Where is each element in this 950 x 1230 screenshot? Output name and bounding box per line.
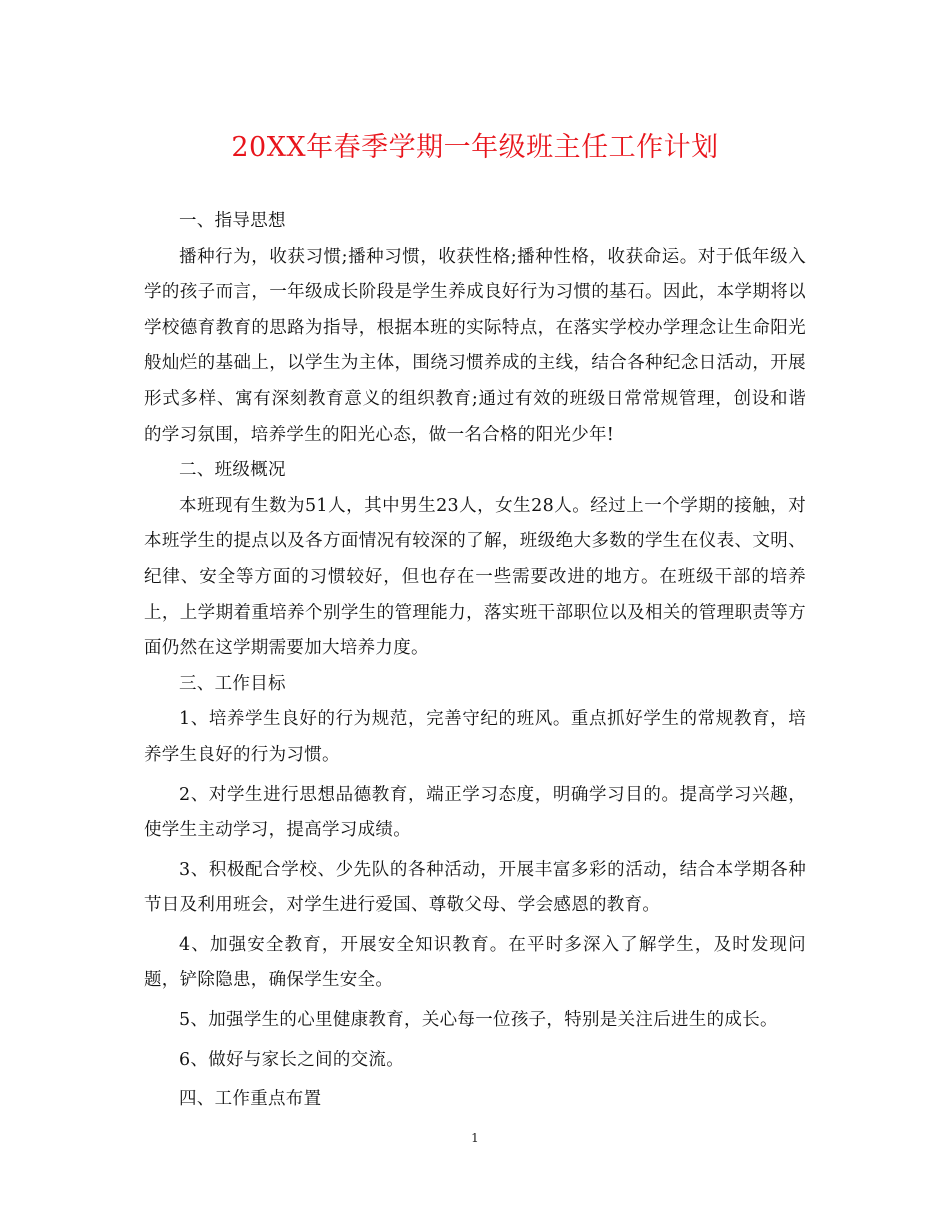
- goal-item-1: 1、培养学生良好的行为规范，完善守纪的班风。重点抓好学生的常规教育，培养学生良好的行为习惯。: [144, 709, 806, 765]
- section-heading-work-goals: 三、工作目标: [179, 673, 286, 694]
- section-heading-class-overview: 二、班级概况: [179, 460, 286, 481]
- paragraph-class-overview: 本班现有生数为51人，其中男生23人，女生28人。经过上一个学期的接触，对本班学生的提点以及各方面情况有较深的了解，班级绝大多数的学生在仪表、文明、纪律、安全等方面的习惯较好，但也存在一些需要改进的地方。在班级干部的培养上，上学期着重培养个别学生的管理能力，落实班干部职位以及相关的管理职责等方面仍然在这学期需要加大培养力度。: [144, 495, 806, 659]
- document-title: 20XX年春季学期一年级班主任工作计划: [231, 132, 719, 163]
- goal-item-3: 3、积极配合学校、少先队的各种活动，开展丰富多彩的活动，结合本学期各种节日及利用班会，对学生进行爱国、尊敬父母、学会感恩的教育。: [144, 859, 806, 916]
- goal-item-5: 5、加强学生的心里健康教育，关心每一位孩子，特别是关注后进生的成长。: [179, 1010, 778, 1031]
- page-number: 1: [471, 1131, 479, 1145]
- goal-item-6: 6、做好与家长之间的交流。: [179, 1049, 405, 1070]
- section-heading-guiding-thought: 一、指导思想: [179, 211, 286, 231]
- goal-item-4: 4、加强安全教育，开展安全知识教育。在平时多深入了解学生，及时发现问题，铲除隐患，确保学生安全。: [144, 934, 806, 991]
- section-heading-work-focus: 四、工作重点布置: [179, 1089, 322, 1110]
- document-body: [144, 204, 806, 1118]
- paragraph-guiding-thought: 播种行为，收获习惯;播种习惯，收获性格;播种性格，收获命运。对于低年级入学的孩子而言，一年级成长阶段是学生养成良好行为习惯的基石。因此，本学期将以学校德育教育的思路为指导，根据本班的实际特点，在落实学校办学理念让生命阳光般灿烂的基础上，以学生为主体，围绕习惯养成的主线，结合各种纪念日活动，开展形式多样、寓有深刻教育意义的组织教育;通过有效的班级日常常规管理，创设和谐的学习氛围，培养学生的阳光心态，做一名合格的阳光少年!: [144, 246, 806, 445]
- goal-item-2: 2、对学生进行思想品德教育，端正学习态度，明确学习目的。提高学习兴趣，使学生主动学习，提高学习成绩。: [144, 784, 806, 841]
